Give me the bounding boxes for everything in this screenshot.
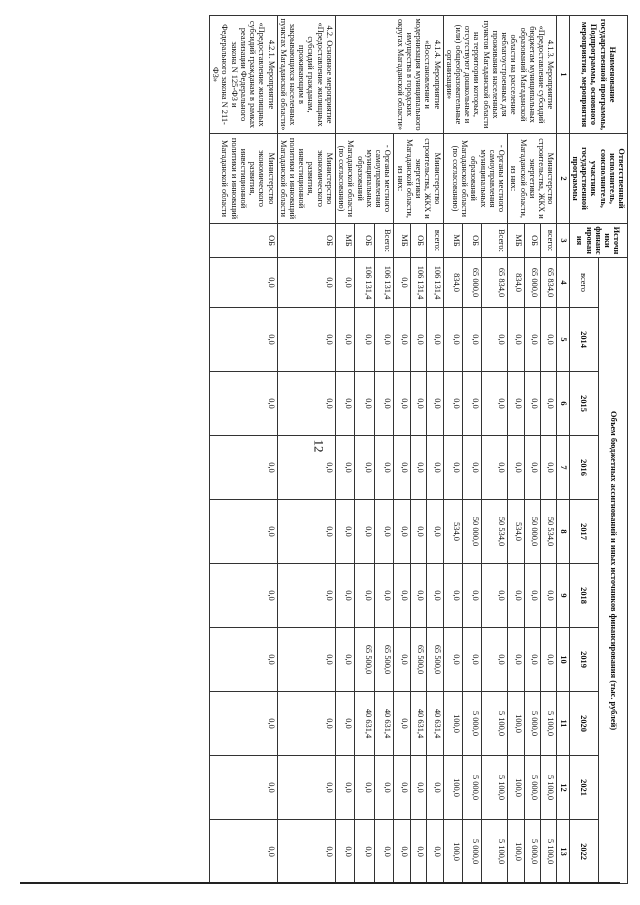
value-year: 0,0 [410,564,426,628]
value-year: 0,0 [524,564,540,628]
value-year: 0,0 [374,500,393,564]
value-year: 0,0 [335,628,354,692]
value-year: 5 000,0 [524,756,540,820]
value-year: 100,0 [508,820,524,884]
value-year: 0,0 [443,372,462,436]
value-year: 0,0 [443,436,462,500]
table-row [277,16,335,884]
value-year: 0,0 [277,692,335,756]
funding-source: ОБ [463,224,482,258]
value-year: 40 631,4 [410,692,426,756]
value-total: 0,0 [394,258,410,308]
value-total: 0,0 [335,258,354,308]
funding-source: Всего: [374,224,393,258]
value-total: 834,0 [443,258,462,308]
funding-source: ОБ [524,224,540,258]
activity-name: 4.1.4. Мероприятие «Восстановление и модернизация муниципального имущества в городских округах Магаданской области» [335,16,443,134]
header-year: 2017 [569,500,598,564]
value-year: 40 631,4 [355,692,374,756]
funding-source: ОБ [277,224,335,258]
column-number: 4 [557,258,569,308]
value-year: 0,0 [463,564,482,628]
funding-source: МБ [335,224,354,258]
column-number: 5 [557,308,569,372]
value-total: 0,0 [277,258,335,308]
column-number: 1 [557,16,569,134]
value-total: 0,0 [209,258,277,308]
header-year: 2014 [569,308,598,372]
table-row [427,16,443,884]
value-year: 0,0 [540,628,556,692]
activity-name: 4.2. Основное мероприятие «Предоставление жилищных субсидий гражданам, проживающим в закрывающихся населенных пунктах Магаданской области» [277,16,335,134]
value-year: 0,0 [394,564,410,628]
value-total: 106 131,4 [410,258,426,308]
responsible-executor: - Органы местного самоуправления муниципальных образований Магаданской области (по согласованию) [335,134,393,224]
value-year: 0,0 [335,500,354,564]
header-volume: Объем бюджетных ассигнований и иных источников финансирования (тыс. рублей) [598,258,627,884]
table-row [540,16,556,884]
value-year: 5 000,0 [524,820,540,884]
value-total: 65 834,0 [540,258,556,308]
value-total: 65 000,0 [463,258,482,308]
bottom-rule [20,882,620,884]
activity-name: 4.2.1. Мероприятие «Предоставление жилищных субсидий гражданам в рамках реализации Федерального закона N 125-ФЗ и Федерального закона N 211-ФЗ» [209,16,277,134]
value-year: 0,0 [374,308,393,372]
value-year: 40 631,4 [427,692,443,756]
value-year: 0,0 [410,308,426,372]
funding-source: ОБ [209,224,277,258]
value-year: 0,0 [427,308,443,372]
responsible-executor: - Органы местного самоуправления муниципальных образований Магаданской области (по согласованию) [443,134,508,224]
value-year: 100,0 [443,756,462,820]
value-year: 0,0 [443,564,462,628]
value-year: 0,0 [355,756,374,820]
value-year: 0,0 [277,756,335,820]
header-total: всего [569,258,598,308]
value-year: 0,0 [427,372,443,436]
value-year: 0,0 [335,308,354,372]
value-year: 0,0 [209,372,277,436]
value-year: 50 000,0 [524,500,540,564]
value-year: 0,0 [540,564,556,628]
value-year: 50 000,0 [463,500,482,564]
value-year: 0,0 [209,436,277,500]
column-number: 9 [557,564,569,628]
column-number: 6 [557,372,569,436]
value-year: 5 000,0 [524,692,540,756]
value-year: 0,0 [427,820,443,884]
value-total: 834,0 [508,258,524,308]
value-year: 0,0 [524,628,540,692]
value-year: 0,0 [508,372,524,436]
header-year: 2022 [569,820,598,884]
value-year: 0,0 [482,564,508,628]
value-year: 0,0 [335,564,354,628]
value-year: 0,0 [482,308,508,372]
value-year: 0,0 [508,436,524,500]
column-number: 3 [557,224,569,258]
value-year: 0,0 [443,628,462,692]
table-row [374,16,393,884]
value-year: 0,0 [394,628,410,692]
value-year: 0,0 [355,372,374,436]
column-number: 10 [557,628,569,692]
value-year: 0,0 [508,308,524,372]
value-year: 0,0 [209,308,277,372]
value-year: 0,0 [355,436,374,500]
value-total: 65 000,0 [524,258,540,308]
value-year: 0,0 [427,756,443,820]
value-year: 0,0 [277,820,335,884]
header-year: 2021 [569,756,598,820]
value-year: 0,0 [410,436,426,500]
funding-source: всего: [540,224,556,258]
value-year: 0,0 [277,500,335,564]
value-year: 0,0 [209,820,277,884]
value-year: 0,0 [540,436,556,500]
funding-source: МБ [394,224,410,258]
value-year: 5 000,0 [463,820,482,884]
value-year: 5 100,0 [482,820,508,884]
value-year: 0,0 [463,308,482,372]
value-year: 0,0 [209,692,277,756]
value-year: 0,0 [410,500,426,564]
value-year: 0,0 [277,628,335,692]
column-number: 2 [557,134,569,224]
funding-source: МБ [443,224,462,258]
header-year: 2020 [569,692,598,756]
header-year: 2019 [569,628,598,692]
value-year: 0,0 [374,756,393,820]
responsible-executor: Министерство строительства, ЖКХ и энергетики Магаданской области, из них: [508,134,557,224]
value-year: 0,0 [482,436,508,500]
funding-source: ОБ [355,224,374,258]
value-year: 0,0 [394,500,410,564]
value-year: 0,0 [508,628,524,692]
value-year: 0,0 [355,308,374,372]
value-year: 0,0 [335,820,354,884]
value-year: 0,0 [374,820,393,884]
responsible-executor: Министерство строительства, ЖКХ и энергетики Магаданской области, из них: [394,134,443,224]
value-year: 0,0 [355,500,374,564]
value-year: 0,0 [524,436,540,500]
value-year: 0,0 [482,628,508,692]
value-year: 5 000,0 [463,692,482,756]
value-year: 5 100,0 [540,820,556,884]
value-year: 0,0 [410,372,426,436]
value-year: 100,0 [508,692,524,756]
value-total: 106 131,4 [427,258,443,308]
value-year: 0,0 [277,372,335,436]
value-year: 0,0 [209,628,277,692]
funding-source: Всего: [482,224,508,258]
value-total: 106 131,4 [355,258,374,308]
value-year: 0,0 [524,308,540,372]
value-year: 0,0 [394,372,410,436]
value-year: 0,0 [443,308,462,372]
header-year: 2016 [569,436,598,500]
value-year: 100,0 [443,820,462,884]
value-year: 50 534,0 [482,500,508,564]
value-year: 0,0 [427,500,443,564]
responsible-executor: Министерство экономического развития, инвестиционной политики и инноваций Магаданской области [209,134,277,224]
value-year: 534,0 [508,500,524,564]
responsible-executor: Министерство экономического развития, инвестиционной политики и инноваций Магаданской области [277,134,335,224]
value-year: 0,0 [540,308,556,372]
value-year: 40 631,4 [374,692,393,756]
column-number: 13 [557,820,569,884]
value-year: 100,0 [443,692,462,756]
value-year: 0,0 [209,756,277,820]
value-year: 534,0 [443,500,462,564]
value-year: 0,0 [394,308,410,372]
header-year: 2018 [569,564,598,628]
value-year: 0,0 [394,820,410,884]
value-year: 0,0 [374,564,393,628]
value-year: 0,0 [209,500,277,564]
value-year: 65 500,0 [355,628,374,692]
value-year: 0,0 [209,564,277,628]
value-year: 0,0 [335,436,354,500]
value-year: 5 100,0 [540,756,556,820]
column-number: 11 [557,692,569,756]
page-number: 12 [311,439,327,453]
value-year: 0,0 [394,756,410,820]
value-year: 0,0 [355,564,374,628]
value-year: 0,0 [524,372,540,436]
header-responsible: Ответственный исполнитель, соисполнитель, участник государственной программы [569,134,627,224]
value-year: 5 100,0 [540,692,556,756]
value-year: 0,0 [463,372,482,436]
header-year: 2015 [569,372,598,436]
value-year: 0,0 [394,692,410,756]
value-year: 0,0 [335,372,354,436]
value-year: 100,0 [508,756,524,820]
value-year: 0,0 [277,308,335,372]
value-year: 0,0 [277,436,335,500]
value-total: 65 834,0 [482,258,508,308]
value-year: 5 000,0 [463,756,482,820]
value-year: 0,0 [463,436,482,500]
header-name: Наименование государственной программы, Подпрограммы, основного мероприятия, мероприятия [569,16,627,134]
value-year: 5 100,0 [482,692,508,756]
column-number: 7 [557,436,569,500]
value-year: 0,0 [394,436,410,500]
value-year: 0,0 [540,372,556,436]
value-year: 0,0 [482,372,508,436]
value-year: 0,0 [374,436,393,500]
budget-table [209,15,628,884]
value-year: 65 500,0 [410,628,426,692]
value-year: 0,0 [427,436,443,500]
value-year: 0,0 [463,628,482,692]
funding-source: ОБ [410,224,426,258]
funding-source: всего: [427,224,443,258]
rotated-page [34,15,628,883]
value-year: 0,0 [427,564,443,628]
value-year: 50 534,0 [540,500,556,564]
value-year: 0,0 [277,564,335,628]
value-year: 0,0 [335,756,354,820]
table-row [482,16,508,884]
value-year: 0,0 [355,820,374,884]
table-row [209,16,277,884]
value-year: 0,0 [410,756,426,820]
header-source: Источники финансирования [569,224,627,258]
value-year: 0,0 [410,820,426,884]
funding-source: МБ [508,224,524,258]
column-number: 8 [557,500,569,564]
column-number: 12 [557,756,569,820]
value-year: 0,0 [335,692,354,756]
value-year: 0,0 [374,372,393,436]
value-year: 65 500,0 [374,628,393,692]
value-total: 106 131,4 [374,258,393,308]
activity-name: 4.1.3. Мероприятие «Предоставление субсидий бюджетам муниципальных образований Магаданской области на расселение неблагоустроенных для проживания населенных пунктов Магаданской области на территории которых, отсутствуют дошкольные и (или) общеобразовательные организации» [443,16,557,134]
value-year: 0,0 [508,564,524,628]
value-year: 5 100,0 [482,756,508,820]
value-year: 65 500,0 [427,628,443,692]
